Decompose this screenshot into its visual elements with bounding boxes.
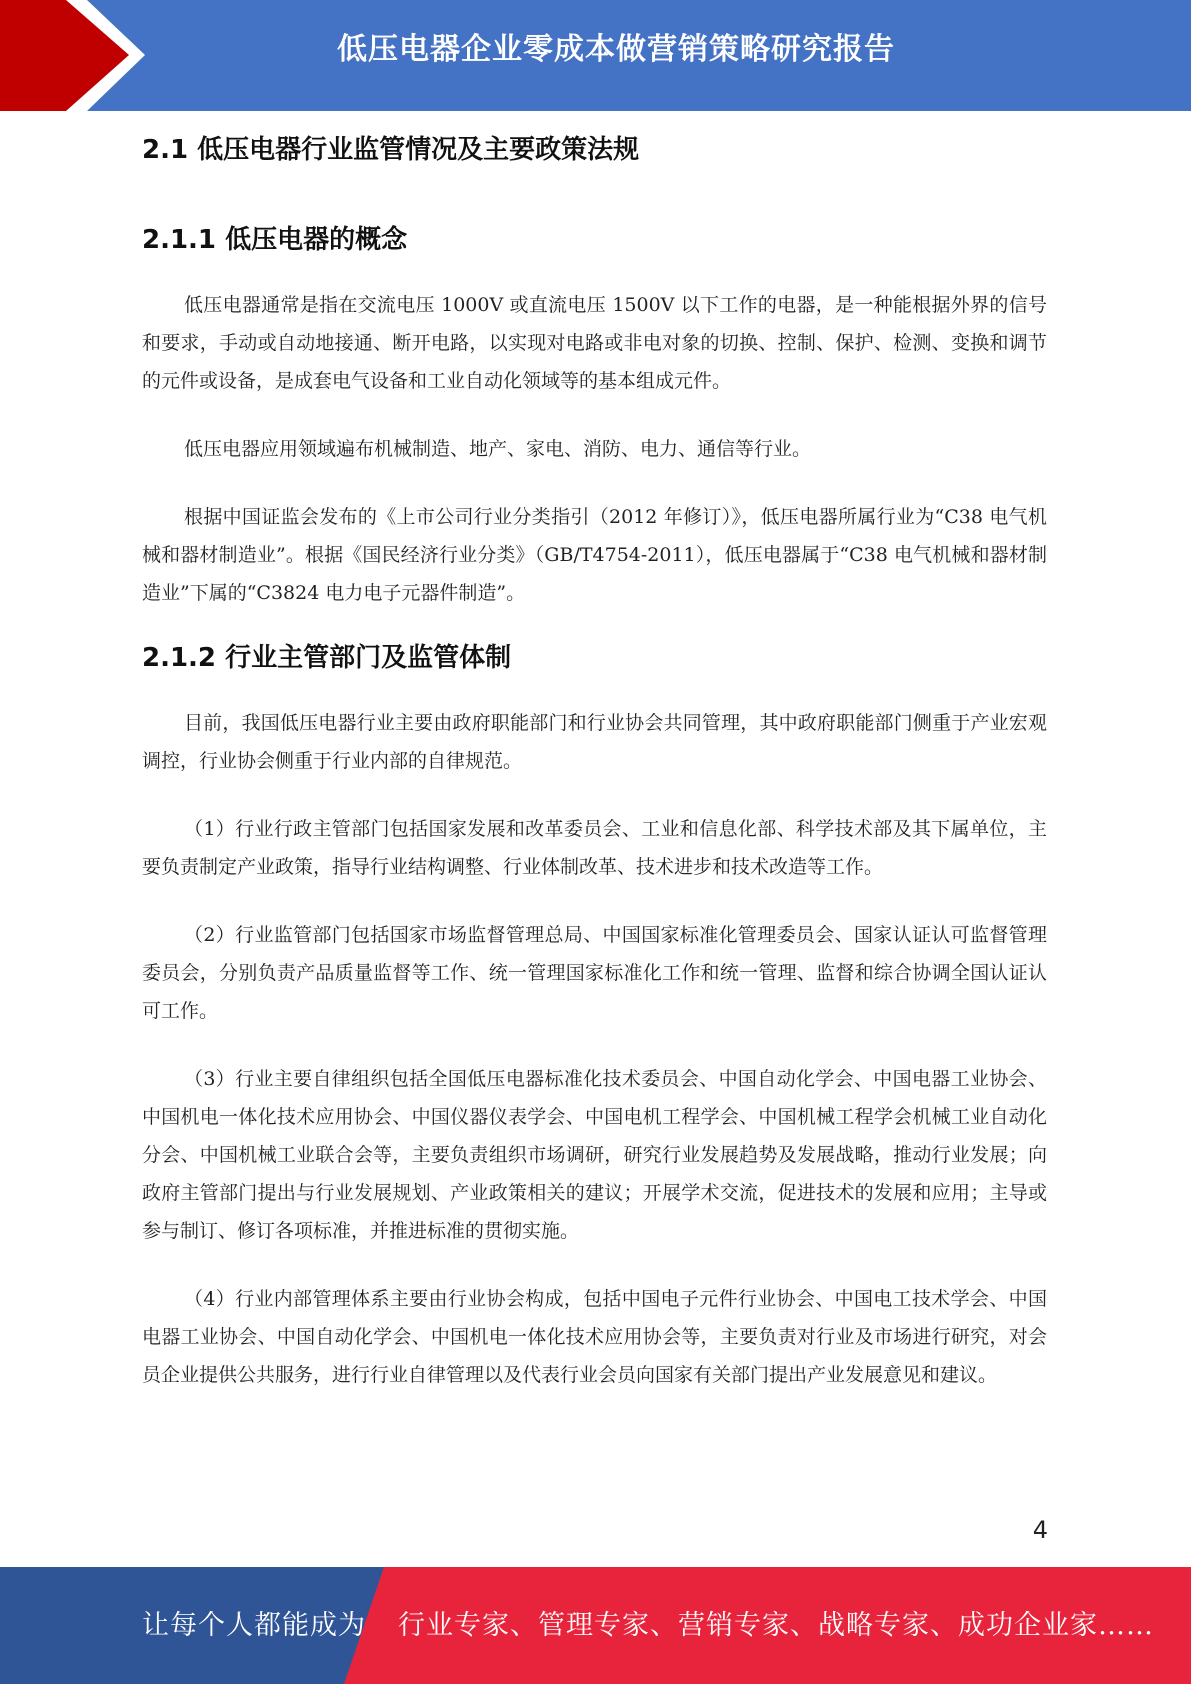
main-content — [142, 126, 1047, 1394]
footer-banner — [0, 1567, 1191, 1684]
subsection-heading-concept: 2.1.1 低压电器的概念 — [142, 225, 408, 255]
footer-slogan-left: 让每个人都能成为 — [142, 1610, 366, 1641]
paragraph: 目前，我国低压电器行业主要由政府职能部门和行业协会共同管理，其中政府职能部门侧重于产业宏观调控，行业协会侧重于行业内部的自律规范。 — [142, 712, 1047, 772]
paragraph: （1）行业行政主管部门包括国家发展和改革委员会、工业和信息化部、科学技术部及其下属单位，主要负责制定产业政策，指导行业结构调整、行业体制改革、技术进步和技术改造等工作。 — [142, 818, 1047, 878]
report-title: 低压电器企业零成本做营销策略研究报告 — [337, 32, 895, 67]
paragraph: 低压电器应用领域遍布机械制造、地产、家电、消防、电力、通信等行业。 — [184, 438, 812, 460]
paragraph: （4）行业内部管理体系主要由行业协会构成，包括中国电子元件行业协会、中国电工技术学会、中国电器工业协会、中国自动化学会、中国机电一体化技术应用协会等，主要负责对行业及市场进行研究，对会员企业提供公共服务，进行行业自律管理以及代表行业会员向国家有关部门提出产业发展意见和建议。 — [142, 1288, 1047, 1386]
paragraph: （3）行业主要自律组织包括全国低压电器标准化技术委员会、中国自动化学会、中国电器工业协会、中国机电一体化技术应用协会、中国仪器仪表学会、中国电机工程学会、中国机械工程学会机械工业自动化分会、中国机械工业联合会等，主要负责组织市场调研，研究行业发展趋势及发展战略，推动行业发展；向政府主管部门提出与行业发展规划、产业政策相关的建议；开展学术交流，促进技术的发展和应用；主导或参与制订、修订各项标准，并推进标准的贯彻实施。 — [142, 1068, 1047, 1242]
paragraph: （2）行业监管部门包括国家市场监督管理总局、中国国家标准化管理委员会、国家认证认可监督管理委员会，分别负责产品质量监督等工作、统一管理国家标准化工作和统一管理、监督和综合协调全国认证认可工作。 — [142, 924, 1047, 1022]
subsection-heading-regulation: 2.1.2 行业主管部门及监管体制 — [142, 643, 512, 673]
page-number: 4 — [1032, 1516, 1048, 1544]
section-heading: 2.1 低压电器行业监管情况及主要政策法规 — [142, 135, 640, 165]
paragraph: 根据中国证监会发布的《上市公司行业分类指引（2012 年修订）》，低压电器所属行业为“C38 电气机械和器材制造业”。根据《国民经济行业分类》（GB/T4754-2011），低压电器属于“C38 电气机械和器材制造业”下属的“C3824 电力电子元器件制造”。 — [142, 506, 1047, 604]
header-banner — [0, 0, 1191, 111]
paragraph: 低压电器通常是指在交流电压 1000V 或直流电压 1500V 以下工作的电器，是一种能根据外界的信号和要求，手动或自动地接通、断开电路，以实现对电路或非电对象的切换、控制、保护、检测、变换和调节的元件或设备，是成套电气设备和工业自动化领域等的基本组成元件。 — [142, 294, 1047, 392]
footer-slogan-right: 行业专家、管理专家、营销专家、战略专家、成功企业家…… — [398, 1610, 1154, 1641]
